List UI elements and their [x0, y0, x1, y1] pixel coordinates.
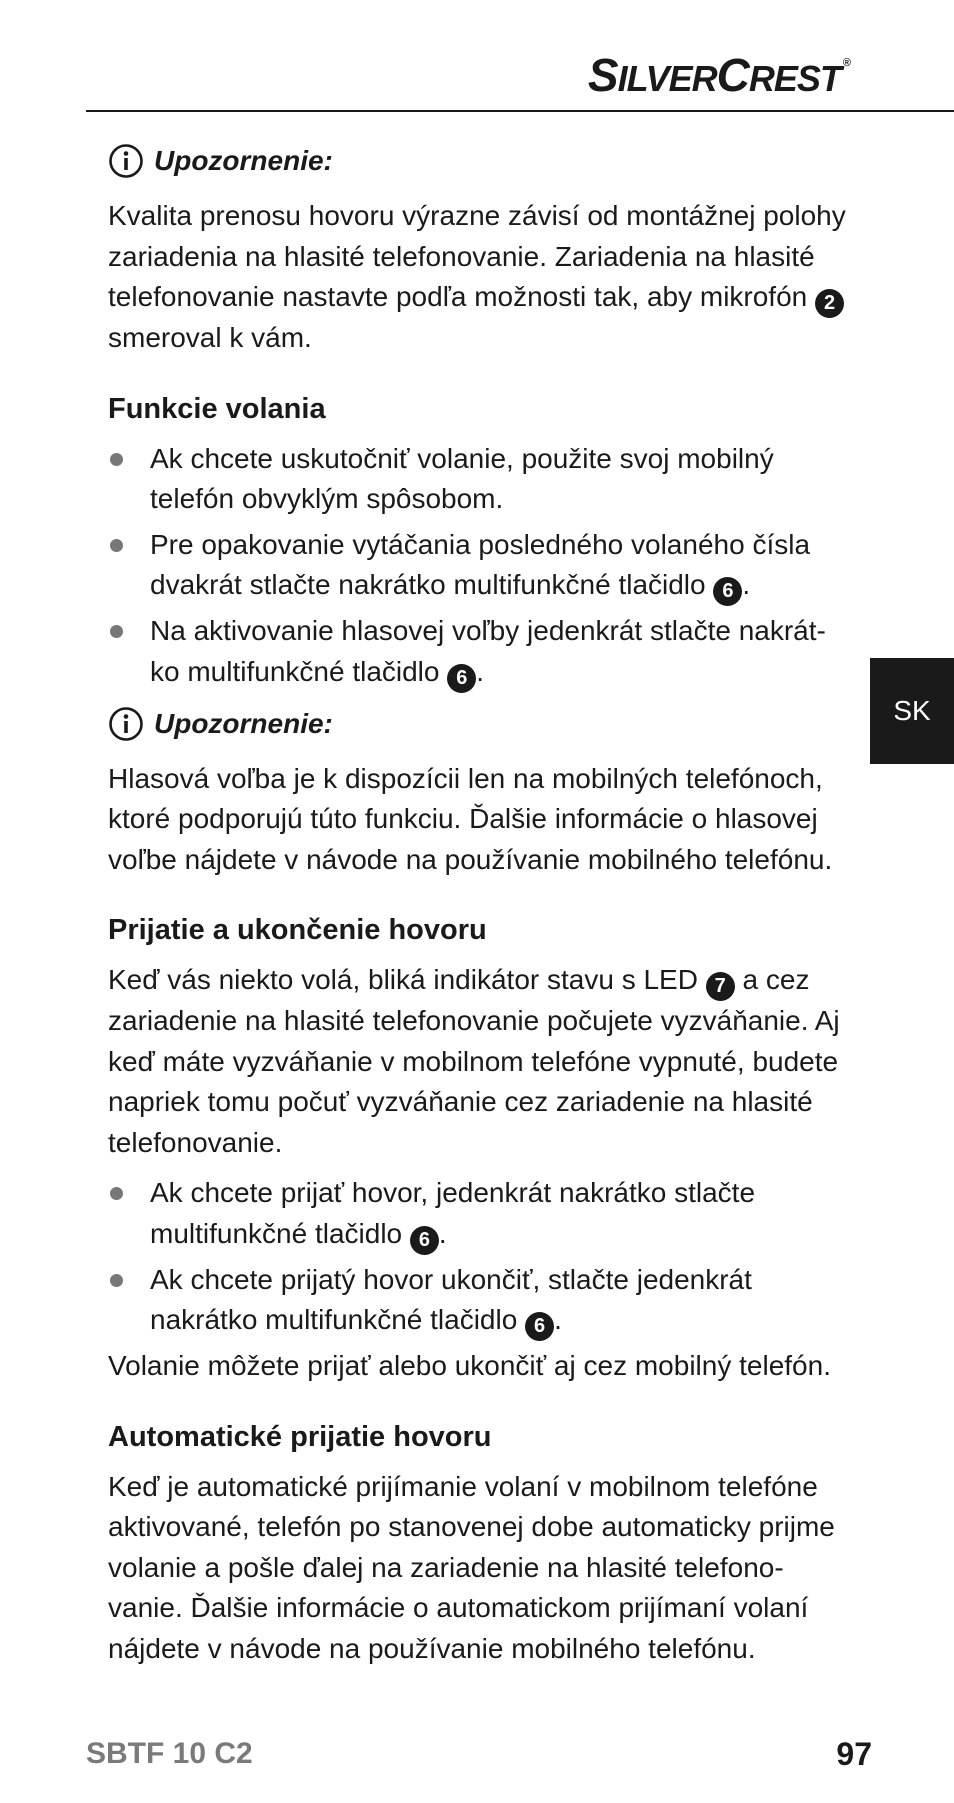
language-tab: SK — [870, 658, 954, 764]
paragraph: Keď vás niekto volá, bliká indikátor stavu s LED 7 a cez zariadenie na hlasité telefonovanie počujete vyzváňanie. Aj keď máte vyzváňanie v mobilnom telefóne vypnuté, budete napriek tomu počuť vyzváňanie cez zariadenie na hlasité telefonovanie. — [108, 964, 840, 1158]
note-text: Kvalita prenosu hovoru výrazne závisí od montážnej polohy zariadenia na hlasité telefonovanie. Zariadenia na hlasité telefonovanie nastavte podľa možnosti tak, aby mikrofón 2 smeroval k vám. — [108, 200, 846, 353]
note-heading — [108, 136, 848, 186]
main-content — [108, 130, 848, 1669]
section-heading: Automatické prijatie hovoru — [108, 1420, 492, 1453]
section-heading: Funkcie volania — [108, 392, 326, 425]
bullet-icon — [110, 1187, 123, 1200]
model-number: SBTF 10 C2 — [86, 1737, 253, 1770]
bullet-list — [108, 439, 848, 693]
list-item: Ak chcete prijatý hovor ukončiť, stlačte jedenkrát nakrátko multifunkčné tlačidlo 6 . — [108, 1260, 848, 1342]
paragraph: Volanie môžete prijať alebo ukončiť aj cez mobilný telefón. — [108, 1350, 831, 1381]
note-title: Upozornenie: — [154, 145, 333, 176]
note-text: Hlasová voľba je k dispozícii len na mobilných telefónoch, ktoré podporujú túto funkciu. Ďalšie informácie o hlasovej voľbe nájdete v návode na používanie mobilného telefónu. — [108, 762, 833, 875]
bullet-icon — [110, 1274, 123, 1287]
info-icon — [108, 143, 144, 179]
list-item: Na aktivovanie hlasovej voľby jedenkrát stlačte nakrát-ko multifunkčné tlačidlo 6 . — [108, 611, 848, 693]
note-title: Upozornenie: — [154, 707, 333, 739]
bullet-icon — [110, 453, 123, 466]
ref-number: 6 — [525, 1312, 554, 1341]
list-item: Pre opakovanie vytáčania posledného volaného čísla dvakrát stlačte nakrátko multifunkčné tlačidlo 6 . — [108, 525, 848, 607]
page-number: 97 — [836, 1736, 872, 1772]
header-rule — [86, 110, 954, 112]
info-icon — [108, 706, 144, 742]
bullet-icon — [110, 625, 123, 638]
note-heading — [108, 699, 848, 749]
bullet-icon — [110, 539, 123, 552]
ref-number: 6 — [447, 664, 476, 693]
list-item: Ak chcete uskutočniť volanie, použite svoj mobilný telefón obvyklým spôsobom. — [108, 439, 848, 520]
paragraph: Keď je automatické prijímanie volaní v mobilnom telefóne aktivované, telefón po stanovenej dobe automaticky prijme volanie a pošle ďalej na zariadenie na hlasité telefono-vanie. Ďalšie informácie o automatickom prijímaní volaní nájdete v návode na používanie mobilného telefónu. — [108, 1470, 835, 1664]
section-heading: Prijatie a ukončenie hovoru — [108, 914, 487, 946]
ref-number: 6 — [410, 1226, 439, 1255]
brand-logo: SILVERCREST ® — [587, 49, 850, 101]
ref-number: 6 — [713, 577, 742, 606]
list-item: Ak chcete prijať hovor, jedenkrát nakrátko stlačte multifunkčné tlačidlo 6 . — [108, 1173, 848, 1255]
bullet-list — [108, 1173, 848, 1341]
ref-number: 7 — [706, 972, 735, 1001]
ref-number: 2 — [815, 289, 844, 318]
